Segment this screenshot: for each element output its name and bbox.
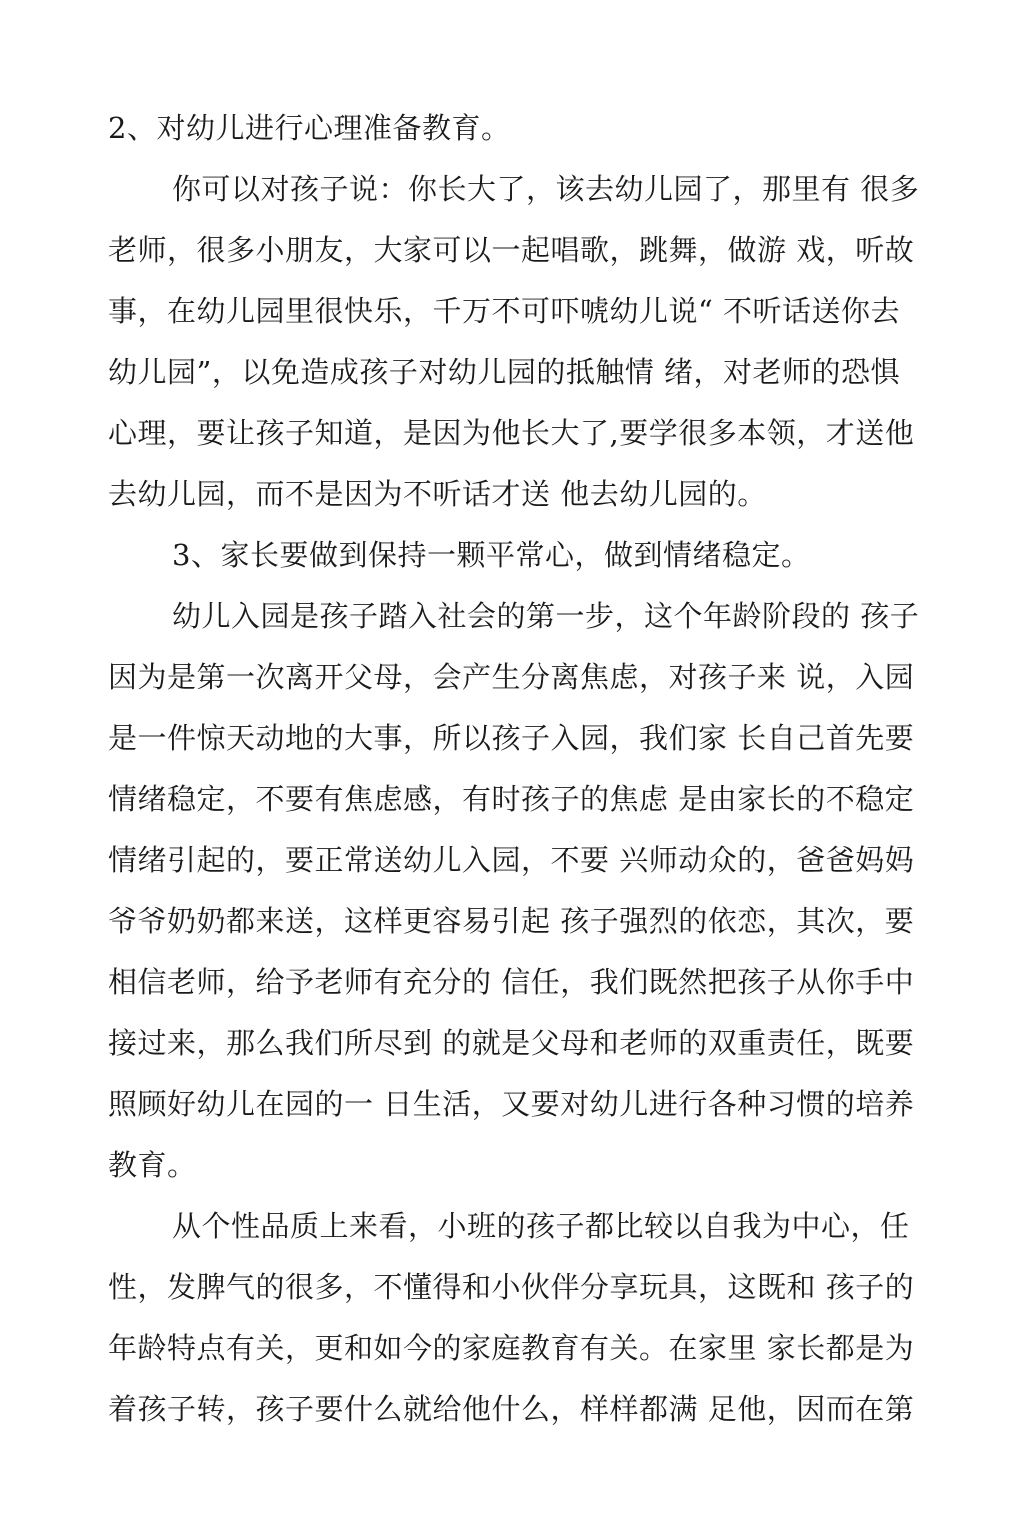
text-line: 2、对幼儿进行心理准备教育。 — [108, 111, 511, 145]
paragraph-entering-kindergarten — [108, 586, 928, 1196]
text-line: 照顾好幼儿在园的一 日生活，又要对幼儿进行各种习惯的培养 — [108, 1087, 915, 1121]
heading-2 — [108, 98, 928, 159]
heading-3 — [108, 525, 928, 586]
text-line: 情绪稳定，不要有焦虑感，有时孩子的焦虑 是由家长的不稳定 — [108, 782, 915, 816]
paragraph-psychological-prep — [108, 159, 928, 525]
document-page — [108, 98, 928, 1440]
text-line: 你可以对孩子说：你长大了，该去幼儿园了，那里有 很多 — [172, 172, 920, 206]
text-line: 着孩子转，孩子要什么就给他什么，样样都满 足他，因而在第 — [108, 1392, 915, 1426]
text-line: 年龄特点有关，更和如今的家庭教育有关。在家里 家长都是为 — [108, 1331, 915, 1365]
text-line: 教育。 — [108, 1148, 197, 1182]
text-line: 事，在幼儿园里很快乐，千万不可吓唬幼儿说“ 不听话送你去 — [108, 294, 901, 328]
paragraph-personality — [108, 1196, 928, 1440]
text-line: 去幼儿园，而不是因为不听话才送 他去幼儿园的。 — [108, 477, 767, 511]
text-line: 情绪引起的，要正常送幼儿入园，不要 兴师动众的，爸爸妈妈 — [108, 843, 915, 877]
text-line: 幼儿园”，以免造成孩子对幼儿园的抵触情 绪，对老师的恐惧 — [108, 355, 901, 389]
text-line: 心理，要让孩子知道，是因为他长大了,要学很多本领，才送他 — [108, 416, 915, 450]
text-line: 接过来，那么我们所尽到 的就是父母和老师的双重责任，既要 — [108, 1026, 915, 1060]
text-line: 3、家长要做到保持一颗平常心，做到情绪稳定。 — [172, 538, 811, 572]
text-line: 老师，很多小朋友，大家可以一起唱歌，跳舞，做游 戏，听故 — [108, 233, 915, 267]
text-line: 爷爷奶奶都来送，这样更容易引起 孩子强烈的依恋，其次，要 — [108, 904, 915, 938]
text-line: 从个性品质上来看，小班的孩子都比较以自我为中心，任 — [172, 1209, 910, 1243]
text-line: 性，发脾气的很多，不懂得和小伙伴分享玩具，这既和 孩子的 — [108, 1270, 915, 1304]
text-line: 幼儿入园是孩子踏入社会的第一步，这个年龄阶段的 孩子 — [172, 599, 920, 633]
text-line: 是一件惊天动地的大事，所以孩子入园，我们家 长自己首先要 — [108, 721, 915, 755]
text-line: 相信老师，给予老师有充分的 信任，我们既然把孩子从你手中 — [108, 965, 915, 999]
text-line: 因为是第一次离开父母，会产生分离焦虑，对孩子来 说，入园 — [108, 660, 915, 694]
